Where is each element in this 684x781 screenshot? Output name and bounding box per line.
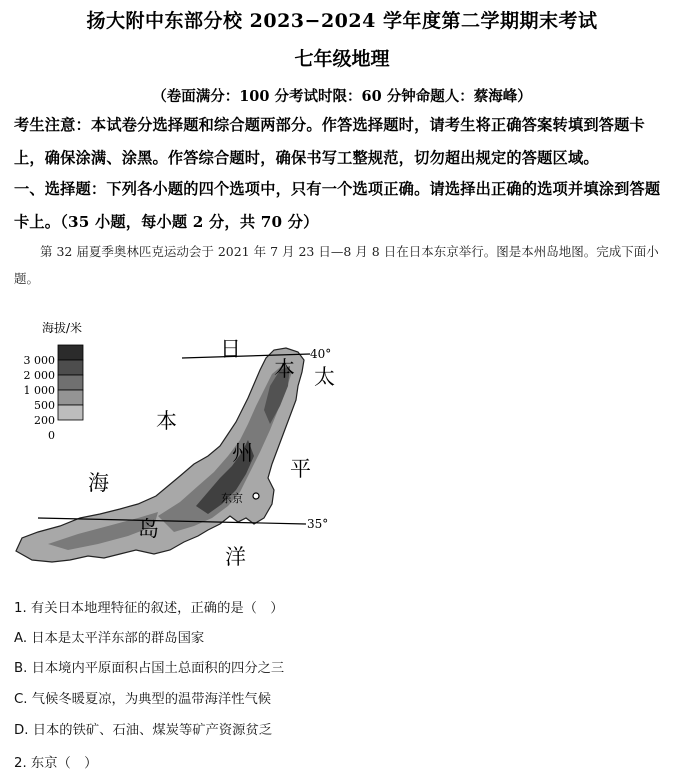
legend-label-500: 500 xyxy=(34,399,55,412)
question-1-option-b: B. 日本境内平原面积占国土总面积的四分之三 xyxy=(14,661,285,676)
legend-label-2000: 2 000 xyxy=(23,369,55,382)
legend-swatch-3000 xyxy=(58,345,83,360)
sea-char-2: 本 xyxy=(156,409,177,433)
legend-label-1000: 1 000 xyxy=(23,384,55,397)
sea-char-1: 日 xyxy=(220,337,241,361)
ocean-char-2: 平 xyxy=(290,457,311,481)
legend-swatch-2000 xyxy=(58,360,83,375)
exam-notice: 考生注意：本试卷分选择题和综合题两部分。作答选择题时，请考生将正确答案转填到答题卡上，确保涂满、涂黑。作答综合题时，确保书写工整规范，切勿超出规定的答题区域。 xyxy=(14,116,645,167)
legend-label-3000: 3 000 xyxy=(23,354,55,367)
island-char-3: 岛 xyxy=(138,517,159,541)
question-2-stem: 2. 东京（ ） xyxy=(14,756,98,771)
honshu-map xyxy=(8,306,348,578)
island-char-1: 本 xyxy=(274,357,295,381)
exam-title: 扬大附中东部分校 2023−2024 学年度第二学期期末考试 xyxy=(86,10,598,32)
question-1-option-c: C. 气候冬暖夏凉，为典型的温带海洋性气候 xyxy=(14,692,272,707)
sea-char-3: 海 xyxy=(88,471,109,495)
island-char-2: 州 xyxy=(232,441,253,465)
ocean-char-1: 太 xyxy=(314,365,335,389)
section-one-heading: 一、选择题：下列各小题的四个选项中，只有一个选项正确。请选择出正确的选项并填涂到答题卡上。（35 小题，每小题 2 分，共 70 分） xyxy=(14,180,661,231)
latitude-35-label: 35° xyxy=(307,517,329,531)
question-1-stem: 1. 有关日本地理特征的叙述，正确的是（ ） xyxy=(14,601,284,616)
legend-swatch-200 xyxy=(58,405,83,420)
tokyo-label: 东京 xyxy=(221,492,243,505)
legend-swatch-1000 xyxy=(58,375,83,390)
legend-label-200: 200 xyxy=(34,414,55,427)
question-1-option-d: D. 日本的铁矿、石油、煤炭等矿产资源贫乏 xyxy=(14,723,273,738)
legend-title: 海拔/米 xyxy=(42,321,83,335)
legend-label-0: 0 xyxy=(48,429,55,442)
ocean-char-3: 洋 xyxy=(225,545,246,569)
exam-subtitle: 七年级地理 xyxy=(294,48,390,70)
latitude-40-label: 40° xyxy=(310,347,332,361)
exam-meta: （卷面满分：100 分考试时限：60 分钟命题人：蔡海峰） xyxy=(152,88,532,105)
question-1-option-a: A. 日本是太平洋东部的群岛国家 xyxy=(14,631,205,646)
question-intro: 第 32 届夏季奥林匹克运动会于 2021 年 7 月 23 日—8 月 8 日在日本东京举行。图是本州岛地图。完成下面小题。 xyxy=(14,244,659,286)
elevation-legend xyxy=(24,345,84,442)
legend-swatch-500 xyxy=(58,390,83,405)
tokyo-marker xyxy=(253,493,259,499)
